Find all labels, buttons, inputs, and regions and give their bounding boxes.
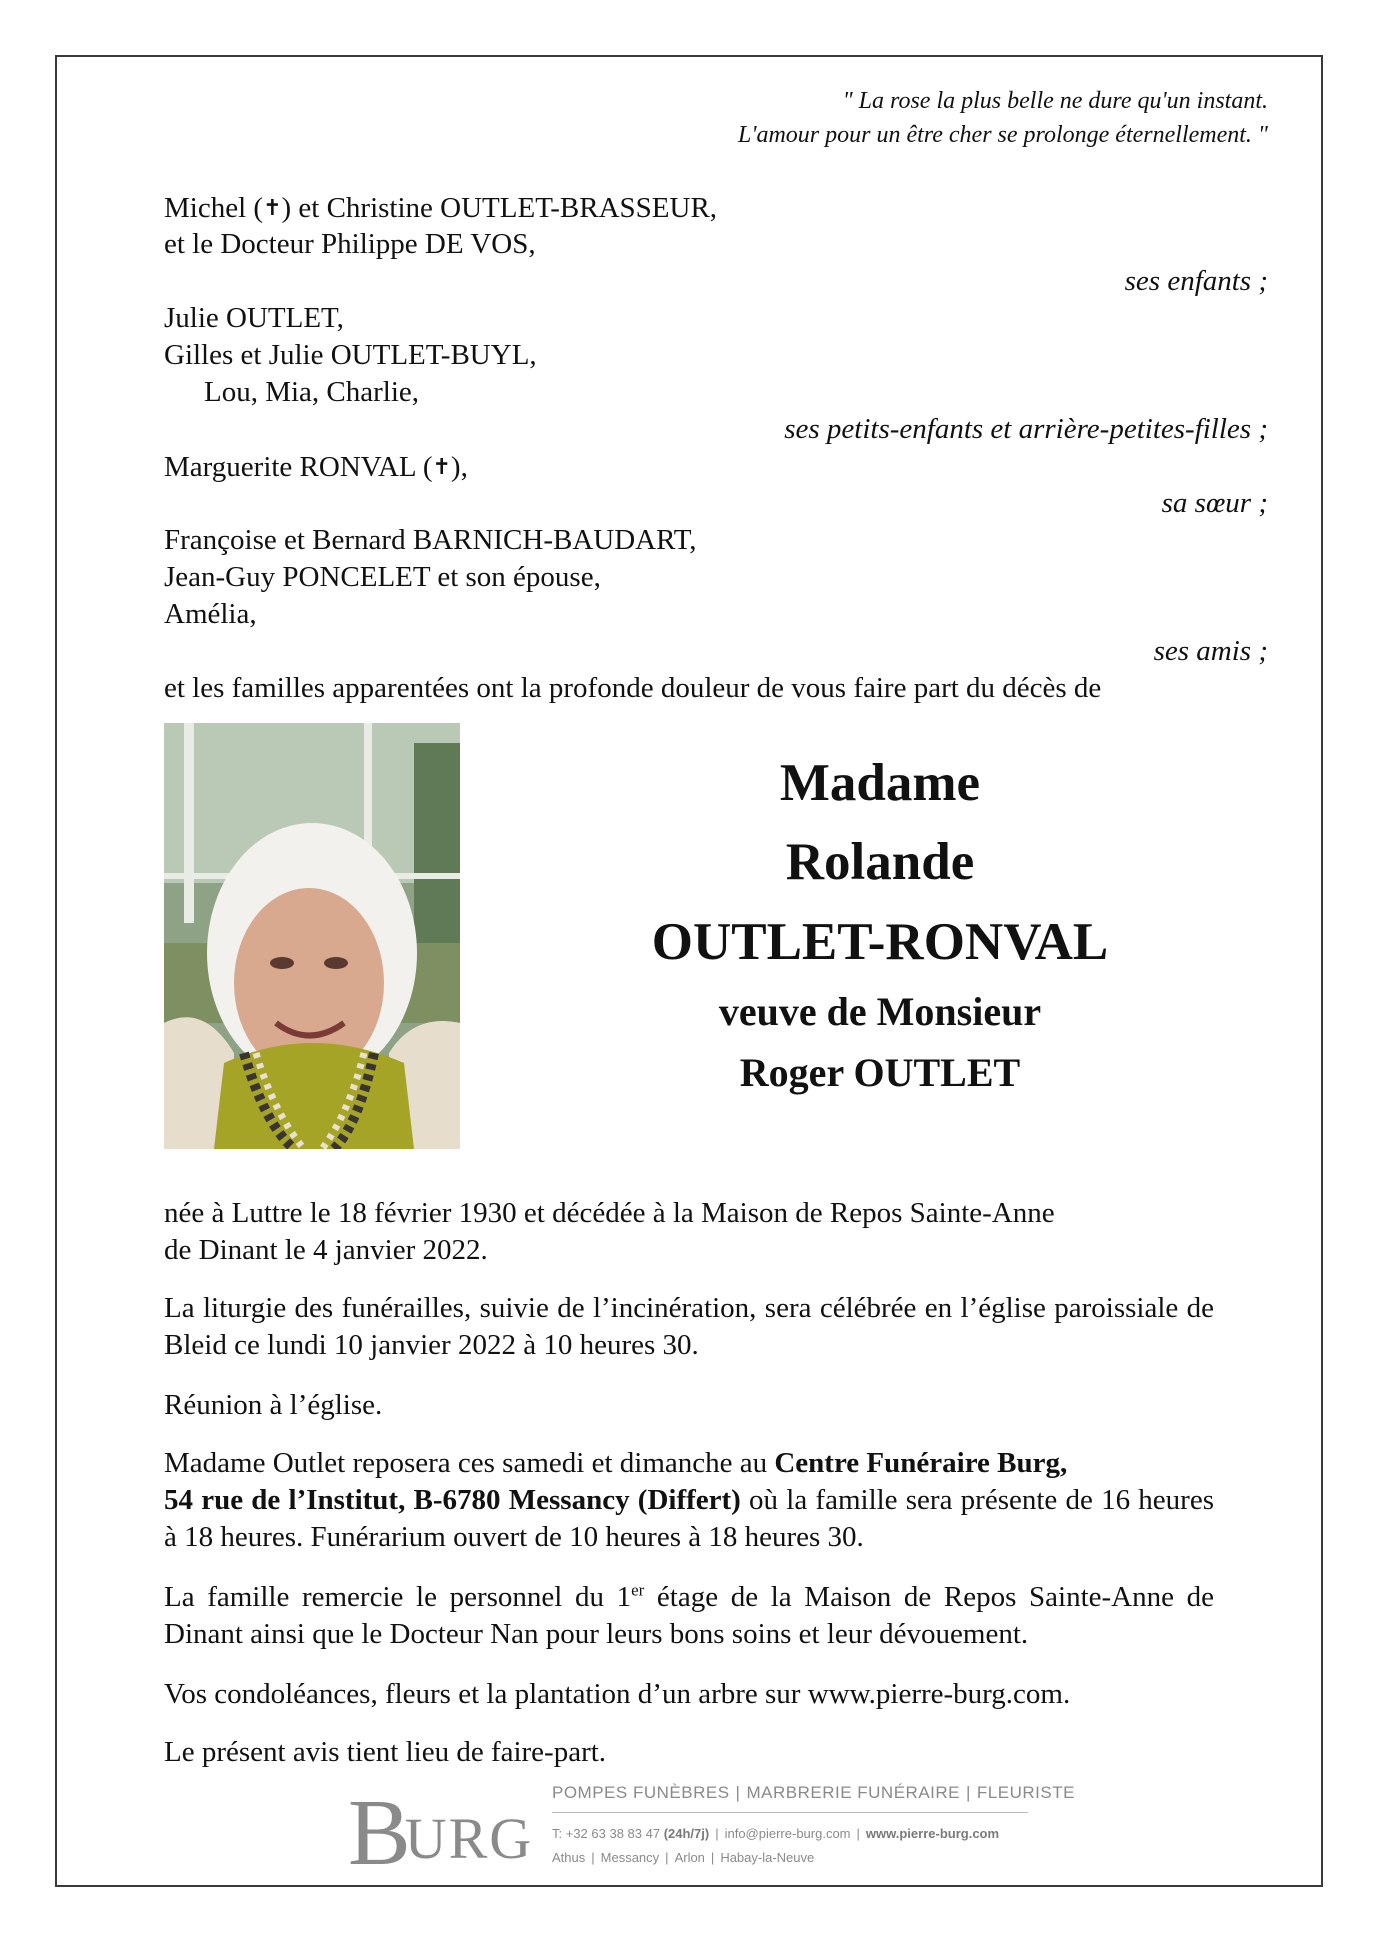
deceased-title: Madame — [779, 754, 981, 812]
sister-line: Marguerite RONVAL (✝), — [164, 451, 468, 483]
announcement-line: et les familles apparentées ont la profonde douleur de vous faire part du décès de — [164, 672, 1102, 704]
service-marble: MARBRERIE FUNÉRAIRE — [746, 1783, 960, 1802]
friends-relation: ses amis ; — [1153, 635, 1268, 667]
epitaph-quote — [738, 84, 1268, 152]
services-line: POMPES FUNÈBRES | MARBRERIE FUNÉRAIRE | FLEURISTE — [552, 1783, 1075, 1802]
grandchildren-relation: ses petits-enfants et arrière-petites-filles ; — [784, 413, 1268, 445]
notice-paragraph: Le présent avis tient lieu de faire-part. — [164, 1736, 607, 1768]
spouse-name: Roger OUTLET — [739, 1050, 1021, 1095]
funeral-center-address: 54 rue de l’Institut, B-6780 Messancy (Differt) — [164, 1484, 741, 1516]
friends-line-1: Françoise et Bernard BARNICH-BAUDART, — [164, 524, 697, 556]
locations-line: Athus | Messancy | Arlon | Habay-la-Neuve — [552, 1850, 815, 1865]
burg-logo: BURG — [348, 1781, 534, 1885]
birth-death-paragraph: née à Luttre le 18 février 1930 et décédée à la Maison de Repos Sainte-Anne de Dinant le 4 janvier 2022. — [164, 1197, 1055, 1266]
reunion-paragraph: Réunion à l’église. — [164, 1389, 383, 1421]
deceased-last-name: OUTLET-RONVAL — [651, 913, 1109, 971]
widow-of-line: veuve de Monsieur — [718, 989, 1042, 1034]
cross-icon: ✝ — [432, 454, 451, 479]
portrait-photo — [164, 723, 460, 1149]
website-link[interactable]: www.pierre-burg.com — [865, 1826, 1000, 1841]
cross-icon: ✝ — [263, 195, 282, 220]
deceased-first-name: Rolande — [785, 833, 975, 891]
thanks-paragraph: La famille remercie le personnel du 1er étage de la Maison de Repos Sainte-Anne de Dinant ainsi que le Docteur Nan pour leurs bons soins et leur dévouement. — [164, 1580, 1214, 1650]
quote-line-2: L'amour pour un être cher se prolonge éternellement. " — [737, 122, 1268, 148]
viewing-paragraph: Madame Outlet reposera ces samedi et dimanche au Centre Funéraire Burg, 54 rue de l’Institut, B-6780 Messancy (Differt) où la famille sera présente de 16 heures à 18 heures. Funérarium ouvert de 10 heures à 18 heures 30. — [164, 1447, 1214, 1553]
quote-line-1: " La rose la plus belle ne dure qu'un instant. — [842, 88, 1268, 114]
grandchildren-line-1: Julie OUTLET, — [164, 302, 344, 334]
children-line-2: et le Docteur Philippe DE VOS, — [164, 228, 536, 260]
funeral-center-name: Centre Funéraire Burg, — [774, 1447, 1068, 1479]
friends-line-2: Jean-Guy PONCELET et son épouse, — [164, 561, 601, 593]
service-funeral: POMPES FUNÈBRES — [552, 1783, 730, 1802]
contact-line: T: +32 63 38 83 47 (24h/7j) | info@pierre-burg.com | www.pierre-burg.com — [552, 1826, 1000, 1841]
liturgy-paragraph: La liturgie des funérailles, suivie de l’incinération, sera célébrée en l’église paroissiale de Bleid ce lundi 10 janvier 2022 à 10 heures 30. — [164, 1292, 1214, 1361]
friends-line-3: Amélia, — [164, 598, 257, 630]
condolences-paragraph: Vos condoléances, fleurs et la plantation d’un arbre sur www.pierre-burg.com. — [164, 1678, 1071, 1710]
email-link[interactable]: info@pierre-burg.com — [724, 1826, 851, 1841]
great-grandchildren-line: Lou, Mia, Charlie, — [204, 376, 420, 408]
grandchildren-line-2: Gilles et Julie OUTLET-BUYL, — [164, 339, 537, 371]
footer-divider — [552, 1812, 1028, 1813]
children-relation: ses enfants ; — [1124, 265, 1268, 297]
sister-relation: sa sœur ; — [1161, 487, 1268, 519]
phone-number: T: +32 63 38 83 47 — [552, 1826, 664, 1841]
service-florist: FLEURISTE — [976, 1783, 1075, 1802]
children-line-1: Michel (✝) et Christine OUTLET-BRASSEUR, — [164, 192, 718, 224]
